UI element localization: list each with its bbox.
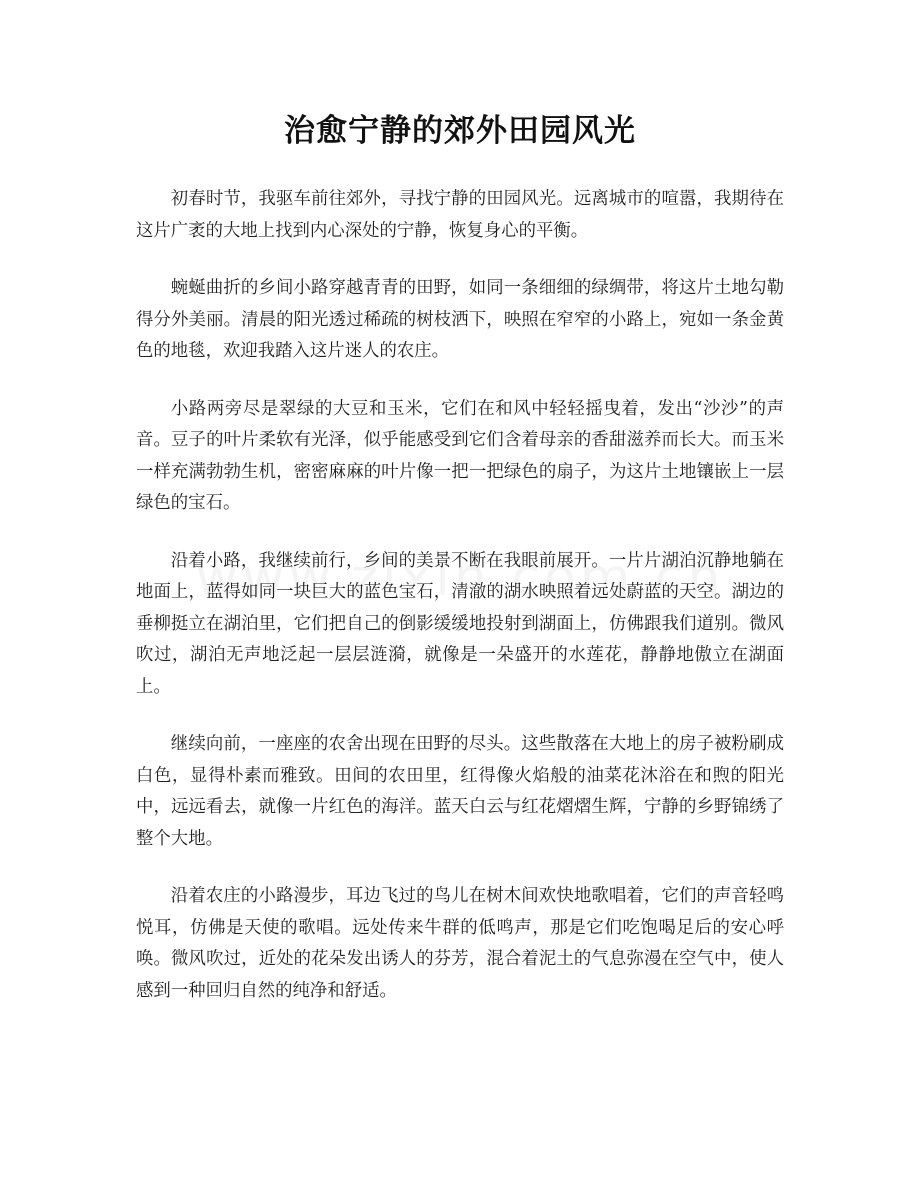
document-page — [136, 0, 784, 1033]
document-body — [136, 184, 784, 1007]
paragraph-1: 初春时节，我驱车前往郊外，寻找宁静的田园风光。远离城市的喧嚣，我期待在这片广袤的大地上找到内心深处的宁静，恢复身心的平衡。 — [136, 189, 784, 241]
document-title: 治愈宁静的郊外田园风光 — [284, 113, 636, 149]
paragraph-2: 蜿蜒曲折的乡间小路穿越青青的田野，如同一条细细的绿绸带，将这片土地勾勒得分外美丽。清晨的阳光透过稀疏的树枝洒下，映照在窄窄的小路上，宛如一条金黄色的地毯，欢迎我踏入这片迷人的农庄。 — [136, 278, 784, 361]
paragraph-6: 沿着农庄的小路漫步，耳边飞过的鸟儿在树木间欢快地歌唱着，它们的声音轻鸣悦耳，仿佛是天使的歌唱。远处传来牛群的低鸣声，那是它们吃饱喝足后的安心呼唤。微风吹过，近处的花朵发出诱人的芬芳，混合着泥土的气息弥漫在空气中，使人感到一种回归自然的纯净和舒适。 — [136, 886, 784, 1001]
paragraph-4: 沿着小路，我继续前行，乡间的美景不断在我眼前展开。一片片湖泊沉静地躺在地面上，蓝得如同一块巨大的蓝色宝石，清澈的湖水映照着远处蔚蓝的天空。湖边的垂柳挺立在湖泊里，它们把自己的倒影缓缓地投射到湖面上，仿佛跟我们道别。微风吹过，湖泊无声地泛起一层层涟漪，就像是一朵盛开的水莲花，静静地傲立在湖面上。 — [136, 550, 784, 697]
paragraph-5: 继续向前，一座座的农舍出现在田野的尽头。这些散落在大地上的房子被粉刷成白色，显得朴素而雅致。田间的农田里，红得像火焰般的油菜花沐浴在和煦的阳光中，远远看去，就像一片红色的海洋。蓝天白云与红花熠熠生辉，宁静的乡野锦绣了整个大地。 — [136, 734, 784, 849]
paragraph-3: 小路两旁尽是翠绿的大豆和玉米，它们在和风中轻轻摇曳着，发出“沙沙”的声音。豆子的叶片柔软有光泽，似乎能感受到它们含着母亲的香甜滋养而长大。而玉米一样充满勃勃生机，密密麻麻的叶片像一把一把绿色的扇子，为这片土地镶嵌上一层绿色的宝石。 — [136, 398, 784, 513]
